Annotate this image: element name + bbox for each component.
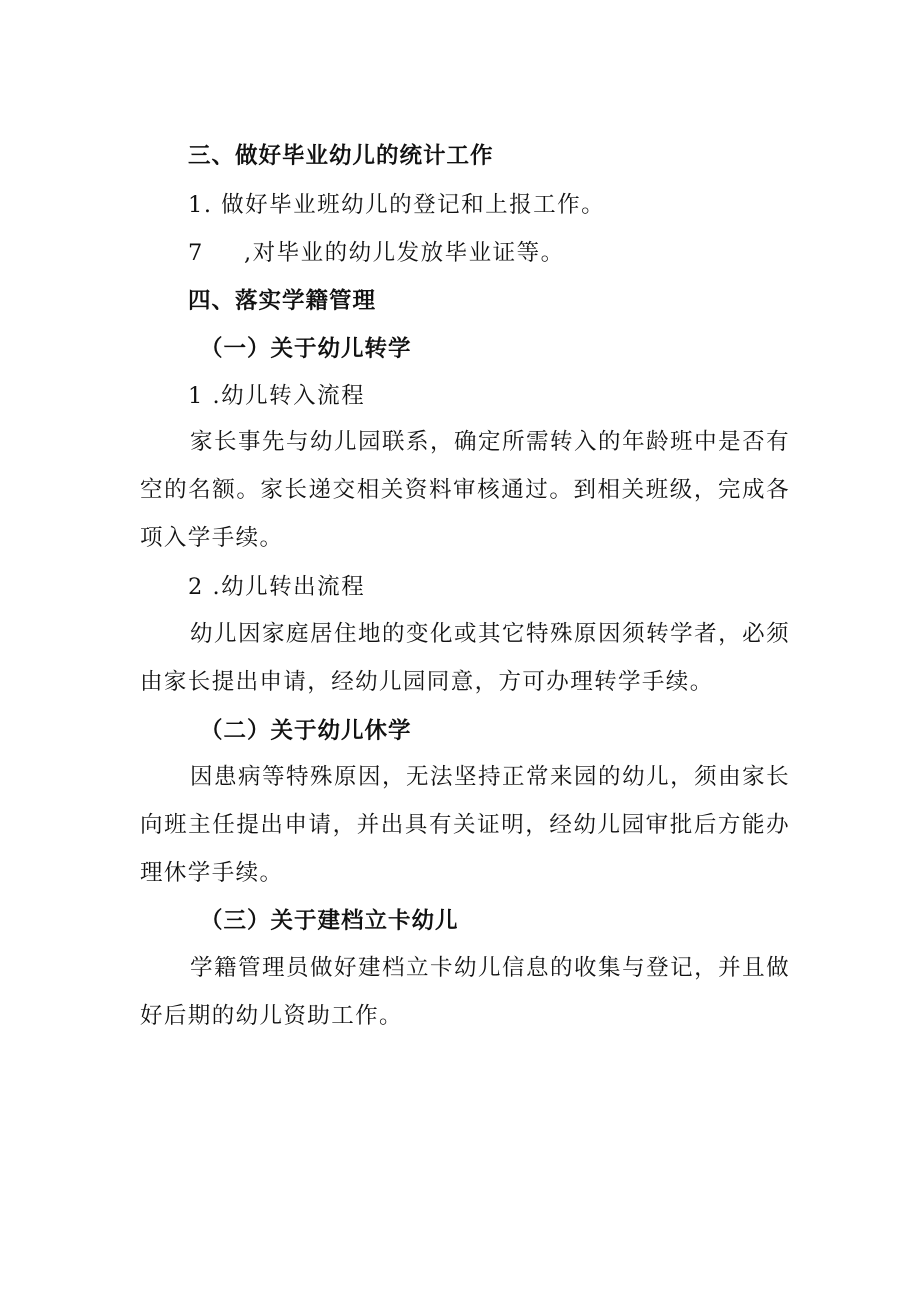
section-3-heading: 三、做好毕业幼儿的统计工作 xyxy=(188,143,494,169)
subsection-registered-children-heading: （三）关于建档立卡幼儿 xyxy=(200,908,459,934)
section-3-item-2-number: 7 xyxy=(188,240,204,266)
suspension-body: 因患病等特殊原因，无法坚持正常来园的幼儿，须由家长向班主任提出申请，并出具有关证明，经幼儿园审批后方能办理休学手续。 xyxy=(140,764,790,886)
transfer-out-body: 幼儿因家庭居住地的变化或其它特殊原因须转学者，必须由家长提出申请，经幼儿园同意，方可办理转学手续。 xyxy=(140,621,790,695)
subsection-transfer-heading: （一）关于幼儿转学 xyxy=(200,336,412,362)
transfer-in-body: 家长事先与幼儿园联系，确定所需转入的年龄班中是否有空的名额。家长递交相关资料审核通过。到相关班级，完成各项入学手续。 xyxy=(140,429,790,551)
transfer-out-title: 2 .幼儿转出流程 xyxy=(188,574,366,600)
section-3-item-1: 1. 做好毕业班幼儿的登记和上报工作。 xyxy=(188,192,606,218)
subsection-suspension-heading: （二）关于幼儿休学 xyxy=(200,718,412,744)
section-3-item-2-text: ,对毕业的幼儿发放毕业证等。 xyxy=(244,240,565,266)
transfer-in-title: 1 .幼儿转入流程 xyxy=(188,383,366,409)
section-4-heading: 四、落实学籍管理 xyxy=(188,288,377,314)
registered-children-body: 学籍管理员做好建档立卡幼儿信息的收集与登记，并且做好后期的幼儿资助工作。 xyxy=(140,955,790,1029)
